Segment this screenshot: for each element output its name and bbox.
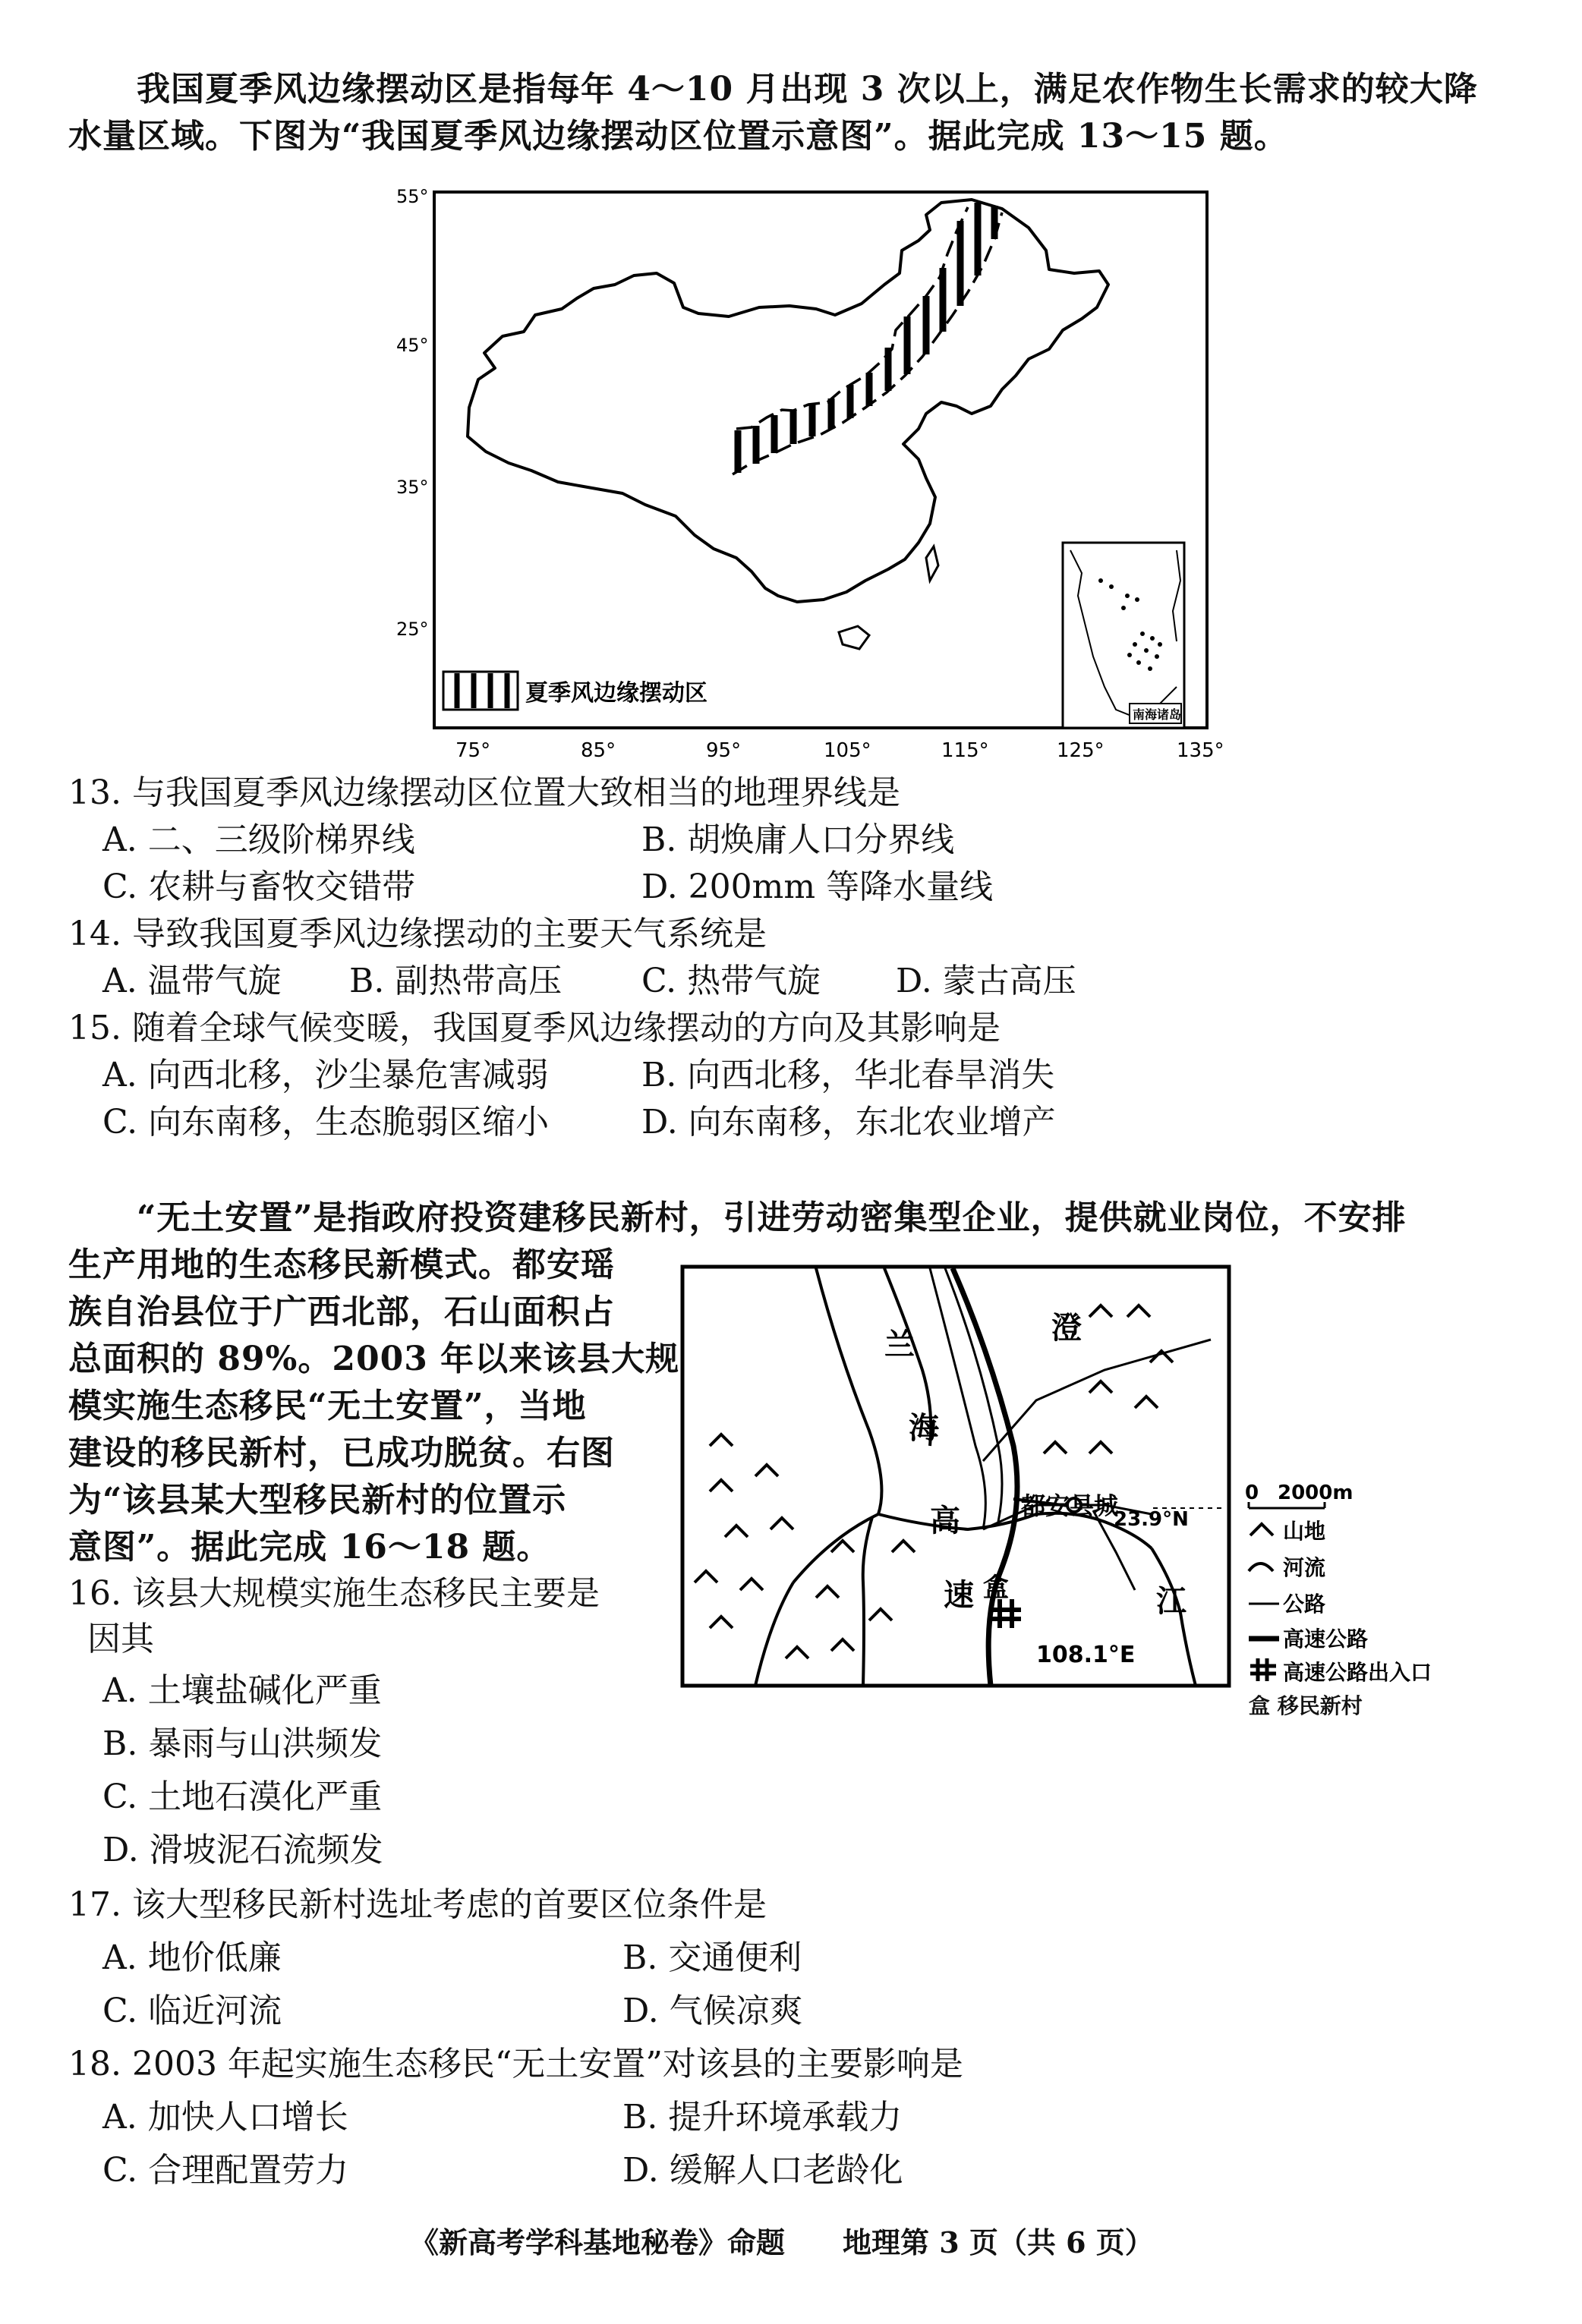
river — [793, 1513, 1152, 1582]
q14-option-c: C. 热带气旋 — [641, 962, 821, 1000]
china-outline — [468, 200, 1108, 602]
highway-exit-icon — [991, 1599, 1021, 1628]
intro1-line2: 水量区域。下图为“我国夏季风边缘摆动区位置示意图”。据此完成 13～15 题。 — [68, 117, 1288, 156]
q16-option-a: A. 土壤盐碱化严重 — [102, 1671, 382, 1710]
legend-label: 夏季风边缘摆动区 — [525, 680, 707, 707]
q16-option-c: C. 土地石漠化严重 — [102, 1778, 383, 1816]
river-label: 江 — [1156, 1584, 1186, 1619]
q17-option-d: D. 气候凉爽 — [622, 1992, 803, 2030]
county-town-label: 都安县城 — [1021, 1491, 1119, 1520]
q17-option-c: C. 临近河流 — [102, 1992, 282, 2030]
q13-option-b: B. 胡焕庸人口分界线 — [641, 820, 955, 859]
q16-option-b: B. 暴雨与山洪频发 — [102, 1724, 383, 1763]
q16-stem-line1: 16. 该县大规模实施生态移民主要是 — [68, 1574, 600, 1613]
lat-label: 55° — [396, 186, 429, 207]
lon-label: 105° — [824, 739, 871, 762]
intro2-line: 生产用地的生态移民新模式。都安瑶 — [68, 1245, 615, 1284]
inset-label: 南海诸岛 — [1133, 707, 1182, 722]
q16-option-d: D. 滑坡泥石流频发 — [102, 1831, 383, 1869]
q15-option-d: D. 向东南移，东北农业增产 — [641, 1103, 1056, 1142]
road — [930, 1268, 985, 1529]
intro2-line: 建设的移民新村，已成功脱贫。右图 — [68, 1434, 615, 1472]
legend-mountain: 山地 — [1283, 1519, 1326, 1544]
q18-option-c: C. 合理配置劳力 — [102, 2151, 349, 2190]
highway-label: 海 — [909, 1411, 939, 1446]
road — [983, 1340, 1211, 1461]
q17-stem: 17. 该大型移民新村选址考虑的首要区位条件是 — [68, 1885, 767, 1924]
highway-label: 高 — [930, 1504, 960, 1538]
lat-label: 45° — [396, 335, 429, 356]
lon-label: 135° — [1177, 739, 1224, 762]
lon-label: 75° — [455, 739, 491, 762]
intro1-line1: 我国夏季风边缘摆动区是指每年 4～10 月出现 3 次以上，满足农作物生长需求的较大降 — [137, 70, 1478, 109]
highway — [953, 1268, 1017, 1686]
q13-option-c: C. 农耕与畜牧交错带 — [102, 868, 416, 906]
legend-village — [1249, 1693, 1363, 1720]
river — [816, 1268, 881, 1514]
q13-option-a: A. 二、三级阶梯界线 — [102, 820, 415, 859]
lon-label: 115° — [941, 739, 989, 762]
q15-stem: 15. 随着全球气候变暖，我国夏季风边缘摆动的方向及其影响是 — [68, 1009, 1001, 1047]
q16-stem-line2: 因其 — [87, 1620, 154, 1658]
lon-label: 85° — [581, 739, 616, 762]
legend-village-label: 移民新村 — [1277, 1693, 1363, 1718]
china-monsoon-map — [395, 186, 1245, 763]
q18-option-b: B. 提升环境承载力 — [622, 2098, 903, 2137]
lon-label: 125° — [1057, 739, 1105, 762]
river — [863, 1517, 872, 1686]
intro2-line: 意图”。据此完成 16～18 题。 — [68, 1528, 551, 1567]
intro2-line: 为“该县某大型移民新村的位置示 — [68, 1481, 567, 1519]
lat-label: 25° — [396, 619, 429, 640]
q15-option-b: B. 向西北移，华北春旱消失 — [641, 1056, 1055, 1094]
intro2-line: 模实施生态移民“无土安置”，当地 — [68, 1387, 587, 1425]
road — [945, 1268, 1002, 1522]
map2-frame — [682, 1267, 1229, 1686]
q13-option-d: D. 200mm 等降水量线 — [641, 868, 994, 906]
scale-value: 2000m — [1278, 1482, 1354, 1504]
q15-option-c: C. 向东南移，生态脆弱区缩小 — [102, 1103, 550, 1142]
q14-option-b: B. 副热带高压 — [349, 962, 563, 1000]
q18-option-a: A. 加快人口增长 — [102, 2098, 348, 2137]
legend-exit-icon — [1250, 1658, 1276, 1681]
taiwan-island — [926, 546, 938, 581]
intro2-line: 总面积的 89%。2003 年以来该县大规 — [68, 1340, 680, 1378]
q15-option-a: A. 向西北移，沙尘暴危害减弱 — [102, 1056, 549, 1094]
legend-exit: 高速公路出入口 — [1283, 1660, 1432, 1685]
legend-mountain-icon — [1250, 1524, 1273, 1535]
river-label: 澄 — [1051, 1311, 1082, 1346]
lon-label: 95° — [706, 739, 742, 762]
legend-highway: 高速公路 — [1283, 1626, 1369, 1652]
q17-option-a: A. 地价低廉 — [102, 1938, 282, 1977]
intro2-line1: “无土安置”是指政府投资建移民新村，引进劳动密集型企业，提供就业岗位，不安排 — [137, 1198, 1407, 1237]
q14-option-a: A. 温带气旋 — [102, 962, 282, 1000]
scale-zero: 0 — [1245, 1482, 1259, 1504]
legend-road: 公路 — [1283, 1592, 1326, 1617]
mountain-icons — [695, 1305, 1173, 1658]
legend-river-icon — [1249, 1564, 1273, 1571]
latitude-label: 23.9°N — [1114, 1508, 1189, 1531]
village-icon: 盒 — [983, 1573, 1009, 1603]
longitude-label: 108.1°E — [1036, 1642, 1136, 1668]
legend-village-icon: 盒 — [1249, 1693, 1271, 1718]
hainan-island — [839, 626, 869, 649]
q18-option-d: D. 缓解人口老龄化 — [622, 2151, 903, 2190]
highway-label: 速 — [944, 1578, 974, 1613]
river — [755, 1582, 793, 1686]
q14-stem: 14. 导致我国夏季风边缘摆动的主要天气系统是 — [68, 915, 767, 953]
page-footer: 《新高考学科基地秘卷》命题 地理第 3 页（共 6 页） — [410, 2225, 1154, 2259]
duan-village-map — [679, 1264, 1499, 1696]
zone-hatching — [738, 203, 994, 473]
q14-option-d: D. 蒙古高压 — [896, 962, 1076, 1000]
legend-river: 河流 — [1283, 1555, 1326, 1580]
q18-stem: 18. 2003 年起实施生态移民“无土安置”对该县的主要影响是 — [68, 2045, 963, 2083]
highway-label: 兰 — [884, 1327, 915, 1362]
q13-stem: 13. 与我国夏季风边缘摆动区位置大致相当的地理界线是 — [68, 773, 900, 812]
q17-option-b: B. 交通便利 — [622, 1938, 802, 1977]
lat-label: 35° — [396, 477, 429, 498]
intro2-line: 族自治县位于广西北部，石山面积占 — [68, 1293, 615, 1331]
